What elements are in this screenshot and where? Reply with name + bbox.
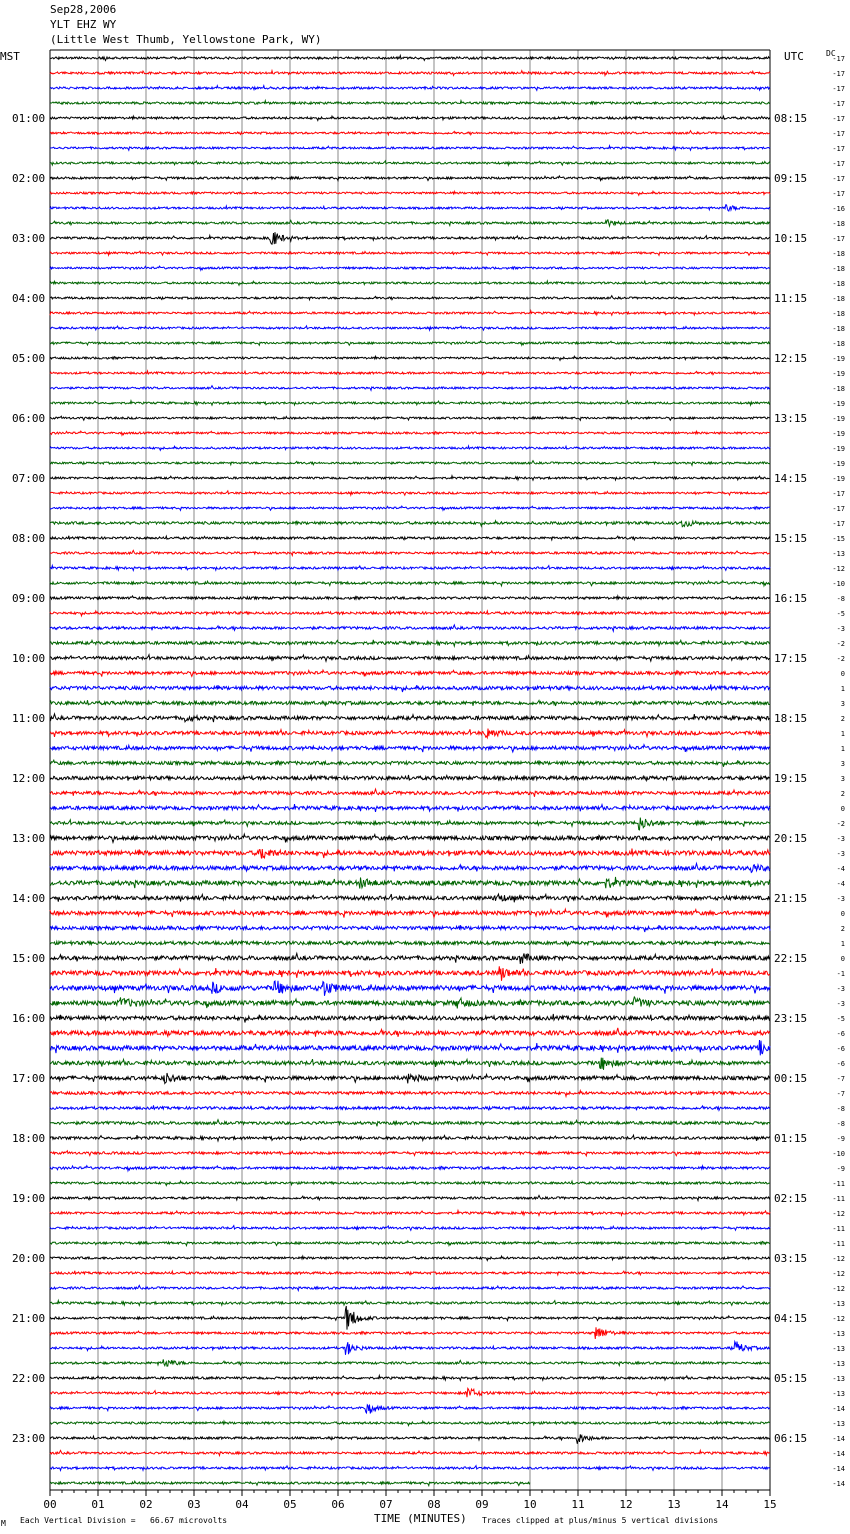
seismic-trace [50,1241,770,1246]
x-tick-label: 07 [379,1498,393,1511]
seismic-trace [50,281,770,285]
dc-offset-value: -10 [832,580,845,588]
dc-offset-labels [832,55,845,1488]
seismic-trace [50,401,770,405]
header-station: YLT EHZ WY [50,18,117,31]
seismic-trace [50,161,770,165]
seismic-trace [50,371,770,375]
seismic-trace [50,251,770,255]
dc-offset-value: -3 [836,1000,845,1008]
dc-offset-value: -17 [832,175,845,183]
seismic-trace [50,491,770,495]
mst-hour-label: 06:00 [12,412,46,425]
seismic-trace [50,232,770,244]
seismic-trace [50,729,770,738]
dc-offset-value: -14 [832,1465,845,1473]
dc-offset-value: -4 [836,865,845,873]
dc-offset-value: 1 [840,730,845,738]
mst-hour-label: 10:00 [12,652,46,665]
seismic-trace [50,1405,770,1414]
dc-offset-value: -8 [836,1105,845,1113]
seismic-trace [50,1195,770,1200]
dc-offset-value: -17 [832,55,845,63]
mst-hour-label: 03:00 [12,232,46,245]
utc-hour-label: 17:15 [774,652,808,665]
mst-hour-label: 17:00 [12,1072,46,1085]
seismic-trace [50,146,770,151]
utc-hour-label: 05:15 [774,1372,808,1385]
seismic-trace [50,700,770,706]
corner-mark: M [1,1519,6,1528]
dc-offset-value: -14 [832,1450,845,1458]
right-timezone-label: UTC [784,50,804,63]
header-location: (Little West Thumb, Yellowstone Park, WY) [50,33,322,46]
dc-offset-value: -6 [836,1045,845,1053]
mst-hour-label: 14:00 [12,892,46,905]
utc-hour-label: 02:15 [774,1192,808,1205]
utc-hour-label: 20:15 [774,832,808,845]
utc-hour-label: 08:15 [774,112,808,125]
dc-offset-value: -19 [832,370,845,378]
mst-hour-label: 02:00 [12,172,46,185]
seismic-trace [50,1058,770,1070]
x-tick-label: 08 [427,1498,441,1511]
mst-hour-label: 23:00 [12,1432,46,1445]
dc-offset-value: -19 [832,460,845,468]
utc-hour-label: 22:15 [774,952,808,965]
seismic-trace [50,1450,770,1455]
utc-hour-label: 09:15 [774,172,808,185]
x-tick-label: 01 [91,1498,105,1511]
seismic-trace [50,1327,770,1339]
dc-offset-value: -9 [836,1165,845,1173]
dc-offset-value: -4 [836,880,845,888]
dc-offset-value: 1 [840,745,845,753]
dc-offset-value: -2 [836,820,845,828]
utc-hour-label: 01:15 [774,1132,808,1145]
mst-hour-label: 15:00 [12,952,46,965]
dc-offset-value: -17 [832,235,845,243]
dc-offset-value: -11 [832,1180,845,1188]
seismic-trace [50,1388,770,1397]
utc-hour-label: 15:15 [774,532,808,545]
header-date: Sep28,2006 [50,3,117,16]
seismic-trace [50,1135,770,1141]
utc-hour-label: 03:15 [774,1252,808,1265]
utc-hour-label: 10:15 [774,232,808,245]
seismic-trace [50,1151,770,1156]
clip-note: Traces clipped at plus/minus 5 vertical divisions [482,1516,719,1525]
dc-offset-value: -11 [832,1225,845,1233]
seismic-trace [50,863,770,872]
dc-offset-value: -5 [836,1015,845,1023]
mst-hour-label: 19:00 [12,1192,46,1205]
seismic-trace [50,205,770,211]
dc-offset-value: -11 [832,1195,845,1203]
seismic-trace [50,1285,770,1290]
dc-offset-value: -14 [832,1480,845,1488]
dc-offset-value: 2 [840,715,845,723]
dc-offset-value: -12 [832,1315,845,1323]
x-tick-label: 04 [235,1498,249,1511]
x-tick-label: 09 [475,1498,489,1511]
seismic-trace [50,1421,770,1426]
seismic-trace [50,834,770,842]
dc-offset-value: -18 [832,265,845,273]
dc-offset-value: -10 [832,1150,845,1158]
dc-offset-value: -7 [836,1075,845,1083]
dc-offset-value: 1 [840,685,845,693]
utc-hour-label: 12:15 [774,352,808,365]
utc-hour-label: 14:15 [774,472,808,485]
seismic-trace [50,1040,770,1055]
seismic-trace [50,818,770,830]
dc-offset-value: -17 [832,85,845,93]
x-tick-label: 02 [139,1498,153,1511]
dc-offset-value: -2 [836,655,845,663]
dc-offset-value: -18 [832,280,845,288]
dc-offset-value: -13 [832,1375,845,1383]
seismic-trace [50,356,770,360]
dc-offset-value: -13 [832,1420,845,1428]
dc-offset-value: -14 [832,1435,845,1443]
seismic-trace [50,71,770,76]
x-axis [43,1490,776,1511]
dc-label: DC [826,49,836,58]
dc-offset-value: -12 [832,1255,845,1263]
dc-offset-value: -2 [836,640,845,648]
seismic-trace [50,684,770,692]
seismic-trace [50,981,770,996]
seismic-trace [50,431,770,435]
seismic-trace [50,655,770,661]
dc-offset-value: -9 [836,1135,845,1143]
seismic-trace [50,1256,770,1260]
seismic-trace [50,596,770,600]
seismic-trace [50,1342,770,1355]
dc-offset-value: -18 [832,220,845,228]
seismic-trace [50,1226,770,1231]
seismic-trace [50,966,770,981]
seismic-trace [50,894,770,902]
utc-hour-label: 13:15 [774,412,808,425]
dc-offset-value: -5 [836,610,845,618]
dc-offset-value: 0 [840,805,845,813]
seismic-trace [50,670,770,677]
utc-hour-label: 00:15 [774,1072,808,1085]
dc-offset-value: 0 [840,910,845,918]
mst-hour-label: 20:00 [12,1252,46,1265]
seismic-trace [50,341,770,345]
seismic-trace [50,760,770,767]
dc-offset-value: -8 [836,595,845,603]
seismic-trace [50,877,770,889]
dc-offset-value: -13 [832,1345,845,1353]
seismic-trace [50,1271,770,1275]
seismic-trace [50,1120,770,1127]
seismic-trace [50,521,770,527]
dc-offset-value: 2 [840,790,845,798]
dc-offset-value: -6 [836,1060,845,1068]
left-timezone-label: MST [0,50,20,63]
utc-hour-label: 19:15 [774,772,808,785]
seismic-trace [50,1166,770,1171]
seismic-trace [50,925,770,932]
seismic-trace [50,1306,770,1330]
seismic-traces [50,56,770,1486]
dc-offset-value: -3 [836,850,845,858]
mst-hour-label: 04:00 [12,292,46,305]
seismic-trace [50,461,770,466]
dc-offset-value: -17 [832,115,845,123]
seismic-trace [50,909,770,917]
dc-offset-value: -6 [836,1030,845,1038]
dc-offset-value: -19 [832,445,845,453]
seismic-trace [50,326,770,330]
mst-hour-label: 22:00 [12,1372,46,1385]
dc-offset-value: -12 [832,1270,845,1278]
mst-hour-label: 05:00 [12,352,46,365]
mst-hour-label: 07:00 [12,472,46,485]
seismic-trace [50,1091,770,1097]
seismic-trace [50,1466,770,1471]
utc-hour-label: 18:15 [774,712,808,725]
dc-offset-value: -19 [832,415,845,423]
dc-offset-value: -19 [832,355,845,363]
dc-offset-value: -17 [832,490,845,498]
seismic-trace [50,220,770,226]
mst-hour-label: 09:00 [12,592,46,605]
dc-offset-value: -1 [836,970,845,978]
seismic-trace [50,1014,770,1023]
mst-hour-label: 01:00 [12,112,46,125]
dc-offset-value: -3 [836,835,845,843]
dc-offset-value: -13 [832,550,845,558]
seismic-trace [50,1376,770,1381]
scale-note: Each Vertical Division = 66.67 microvolts [20,1516,228,1525]
x-axis-label: TIME (MINUTES) [374,1512,467,1525]
mst-hour-label: 13:00 [12,832,46,845]
mst-hour-label: 08:00 [12,532,46,545]
dc-offset-value: -3 [836,985,845,993]
seismic-trace [50,997,770,1009]
dc-offset-value: -18 [832,250,845,258]
seismic-trace [50,416,770,420]
utc-hour-label: 11:15 [774,292,808,305]
seismic-trace [50,774,770,780]
dc-offset-value: -12 [832,565,845,573]
dc-offset-value: -13 [832,1390,845,1398]
dc-offset-value: -13 [832,1330,845,1338]
seismic-trace [50,536,770,540]
dc-offset-value: -17 [832,190,845,198]
dc-offset-value: -17 [832,160,845,168]
seismic-trace [50,1301,770,1306]
dc-offset-value: -14 [832,1405,845,1413]
utc-hour-label: 23:15 [774,1012,808,1025]
dc-offset-value: -12 [832,1285,845,1293]
mst-hour-label: 18:00 [12,1132,46,1145]
seismic-trace [50,550,770,555]
x-tick-label: 13 [667,1498,681,1511]
x-tick-label: 05 [283,1498,297,1511]
x-tick-label: 03 [187,1498,201,1511]
mst-hour-label: 12:00 [12,772,46,785]
dc-offset-value: 2 [840,925,845,933]
seismic-trace [50,1105,770,1110]
dc-offset-value: 3 [840,775,845,783]
seismic-trace [50,640,770,646]
seismic-trace [50,386,770,391]
dc-offset-value: -19 [832,430,845,438]
x-tick-label: 12 [619,1498,633,1511]
seismic-trace [50,476,770,480]
seismic-trace [50,176,770,181]
dc-offset-value: -7 [836,1090,845,1098]
utc-hour-label: 21:15 [774,892,808,905]
dc-offset-value: -11 [832,1240,845,1248]
dc-offset-value: -3 [836,625,845,633]
dc-offset-value: -17 [832,130,845,138]
dc-offset-value: -17 [832,505,845,513]
dc-offset-value: -17 [832,520,845,528]
seismic-trace [50,804,770,812]
seismic-trace [50,566,770,571]
x-tick-label: 15 [763,1498,777,1511]
seismic-trace [50,266,770,270]
dc-offset-value: -16 [832,205,845,213]
dc-offset-value: -15 [832,535,845,543]
dc-offset-value: -18 [832,385,845,393]
dc-offset-value: -8 [836,1120,845,1128]
seismic-trace [50,1434,770,1443]
dc-offset-value: 3 [840,760,845,768]
dc-offset-value: -17 [832,100,845,108]
seismic-trace [50,1359,770,1366]
dc-offset-value: -3 [836,895,845,903]
dc-offset-value: 0 [840,670,845,678]
dc-offset-value: 1 [840,940,845,948]
dc-offset-value: -18 [832,340,845,348]
x-tick-label: 00 [43,1498,57,1511]
x-tick-label: 14 [715,1498,729,1511]
dc-offset-value: -17 [832,70,845,78]
dc-offset-value: -12 [832,1210,845,1218]
dc-offset-value: -18 [832,325,845,333]
seismic-trace [50,101,770,105]
dc-offset-value: -19 [832,475,845,483]
seismic-trace [50,1028,770,1037]
utc-hour-label: 06:15 [774,1432,808,1445]
seismic-trace [50,849,770,859]
seismic-trace [50,311,770,316]
x-tick-label: 06 [331,1498,345,1511]
seismic-trace [50,446,770,450]
seismic-trace [50,940,770,946]
dc-offset-value: -17 [832,145,845,153]
seismic-trace [50,296,770,300]
mst-hour-label: 21:00 [12,1312,46,1325]
seismic-trace [50,56,770,61]
dc-offset-value: 0 [840,955,845,963]
seismic-trace [50,611,770,616]
seismic-trace [50,745,770,752]
x-tick-label: 11 [571,1498,585,1511]
seismic-trace [50,116,770,121]
dc-offset-value: -18 [832,310,845,318]
utc-hour-label: 04:15 [774,1312,808,1325]
seismic-trace [50,506,770,510]
seismic-trace [50,789,770,797]
mst-hour-label: 16:00 [12,1012,46,1025]
seismic-trace [50,1211,770,1216]
seismic-trace [50,1181,770,1186]
utc-hour-label: 16:15 [774,592,808,605]
seismic-trace [50,86,770,91]
dc-offset-value: -19 [832,400,845,408]
seismic-trace [50,953,770,964]
seismic-trace [50,625,770,631]
dc-offset-value: -13 [832,1360,845,1368]
seismic-trace [50,581,770,586]
seismic-trace [50,191,770,195]
seismic-trace [50,131,770,135]
seismic-trace [50,1073,770,1084]
x-tick-label: 10 [523,1498,537,1511]
mst-hour-label: 11:00 [12,712,46,725]
dc-offset-value: -13 [832,1300,845,1308]
seismic-trace [50,714,770,722]
dc-offset-value: -18 [832,295,845,303]
dc-offset-value: 3 [840,700,845,708]
